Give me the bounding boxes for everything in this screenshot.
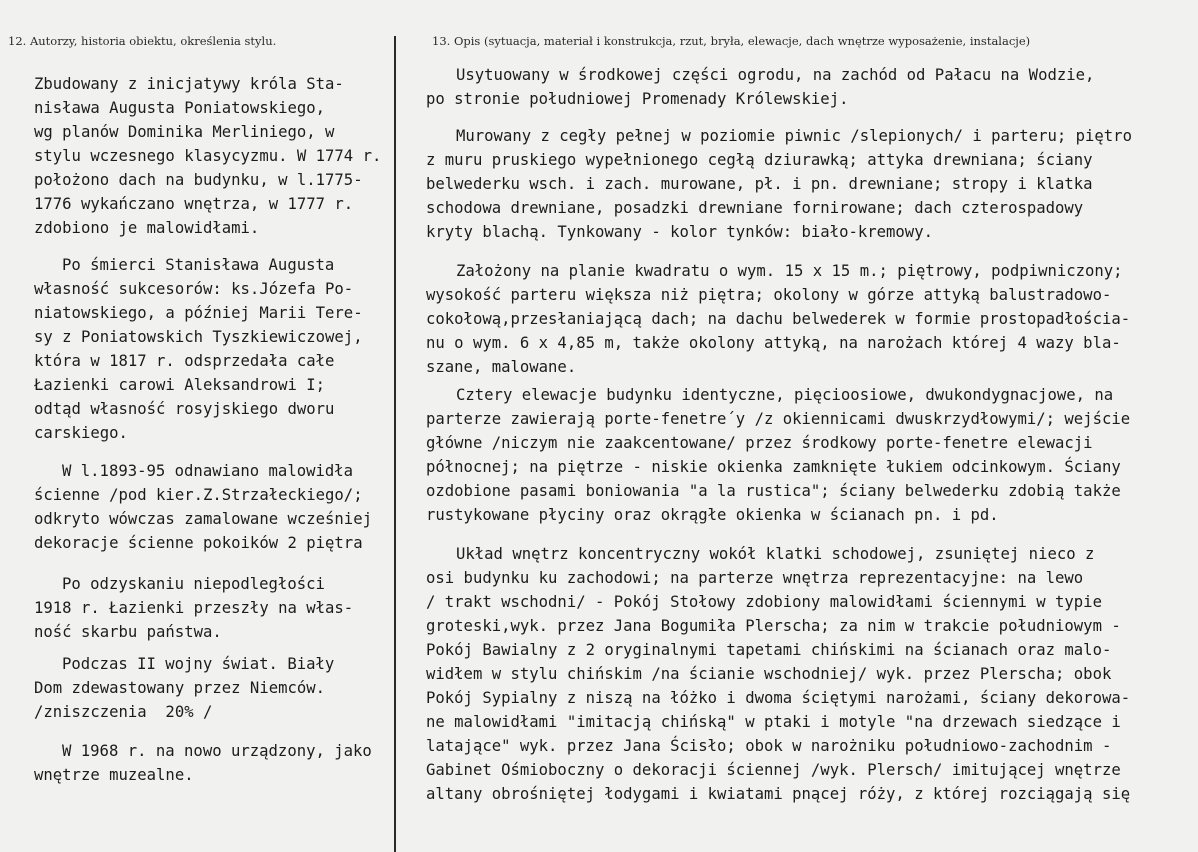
left-text-line: Zbudowany z inicjatywy króla Sta-: [34, 75, 344, 93]
left-text-line: odkryto wówczas zamalowane wcześniej: [34, 510, 372, 528]
left-text-line: stylu wczesnego klasycyzmu. W 1774 r.: [34, 147, 382, 165]
left-text-line: zdobiono je malowidłami.: [34, 219, 260, 237]
right-text-line: Usytuowany w środkowej części ogrodu, na zachód od Pałacu na Wodzie,: [456, 66, 1095, 84]
right-text-line: wysokość parteru większa niż piętra; okolony w górze attyką balustradowo-: [426, 286, 1112, 304]
left-text-line: niatowskiego, a później Marii Tere-: [34, 304, 363, 322]
left-section-header: 12. Autorzy, historia obiektu, określenia stylu.: [8, 34, 277, 48]
right-text-line: po stronie południowej Promenady Królewskiej.: [426, 90, 849, 108]
left-text-line: dekoracje ścienne pokoików 2 piętra: [34, 534, 363, 552]
right-text-line: Pokój Sypialny z niszą na łóżko i dwoma ściętymi narożami, ściany dekorowa-: [426, 689, 1131, 707]
right-text-line: Założony na planie kwadratu o wym. 15 x 15 m.; piętrowy, podpiwniczony;: [456, 262, 1123, 280]
right-text-line: schodowa drewniane, posadzki drewniane fornirowane; dach czterospadowy: [426, 199, 1084, 217]
left-text-line: Łazienki carowi Aleksandrowi I;: [34, 376, 326, 394]
right-text-line: osi budynku ku zachodowi; na parterze wnętrza reprezentacyjne: na lewo: [426, 569, 1084, 587]
left-text-line: carskiego.: [34, 424, 128, 442]
right-text-line: Gabinet Ośmioboczny o dekoracji ściennej /wyk. Plersch/ imitującej wnętrze: [426, 761, 1121, 779]
right-text-line: nu o wym. 6 x 4,85 m, także okolony attyką, na narożach której 4 wazy bla-: [426, 334, 1121, 352]
left-text-line: ność skarbu państwa.: [34, 623, 222, 641]
left-text-line: nisława Augusta Poniatowskiego,: [34, 99, 326, 117]
right-text-line: ozdobione pasami boniowania "a la rustica"; ściany belwederku zdobią także: [426, 482, 1121, 500]
right-text-line: rustykowane płyciny oraz okrągłe okienka w ścianach pn. i pd.: [426, 506, 999, 524]
left-text-line: własność sukcesorów: ks.Józefa Po-: [34, 280, 354, 298]
right-text-line: Murowany z cegły pełnej w poziomie piwnic /slepionych/ i parteru; piętro: [456, 127, 1132, 145]
right-text-line: z muru pruskiego wypełnionego cegłą dziurawką; attyka drewniana; ściany: [426, 151, 1093, 169]
right-text-line: cokołową,przesłaniającą dach; na dachu belwederek w formie prostopadłościa-: [426, 310, 1131, 328]
column-divider: [394, 36, 396, 852]
left-text-line: wg planów Dominika Merliniego, w: [34, 123, 335, 141]
right-text-line: kryty blachą. Tynkowany - kolor tynków: biało-kremowy.: [426, 223, 933, 241]
right-text-line: parterze zawierają porte-fenetre´y /z okiennicami dwuskrzydłowymi/; wejście: [426, 410, 1131, 428]
left-text-line: Po odzyskaniu niepodległości: [62, 575, 325, 593]
right-text-line: belwederku wsch. i zach. murowane, pł. i pn. drewniane; stropy i klatka: [426, 175, 1093, 193]
left-text-line: która w 1817 r. odsprzedała całe: [34, 352, 335, 370]
right-text-line: altany obrośniętej łodygami i kwiatami pnącej róży, z której rozciągają się: [426, 785, 1131, 803]
right-text-line: / trakt wschodni/ - Pokój Stołowy zdobiony malowidłami ściennymi w typie: [426, 593, 1102, 611]
right-text-line: Cztery elewacje budynku identyczne, pięcioosiowe, dwukondygnacjowe, na: [456, 386, 1114, 404]
left-text-line: Podczas II wojny świat. Biały: [62, 655, 335, 673]
left-text-line: W l.1893-95 odnawiano malowidła: [62, 462, 354, 480]
right-text-line: szane, malowane.: [426, 358, 577, 376]
left-text-line: odtąd własność rosyjskiego dworu: [34, 400, 335, 418]
left-text-line: ścienne /pod kier.Z.Strzałeckiego/;: [34, 486, 363, 504]
left-text-line: W 1968 r. na nowo urządzony, jako: [62, 742, 372, 760]
right-text-line: Układ wnętrz koncentryczny wokół klatki schodowej, zsuniętej nieco z: [456, 545, 1095, 563]
right-text-line: widłem w stylu chińskim /na ścianie wschodniej/ wyk. przez Plerscha; obok: [426, 665, 1112, 683]
left-text-line: Dom zdewastowany przez Niemców.: [34, 679, 326, 697]
right-text-line: groteski,wyk. przez Jana Bogumiła Plerscha; za nim w trakcie południowym -: [426, 617, 1121, 635]
right-text-line: Pokój Bawialny z 2 oryginalnymi tapetami chińskimi na ścianach oraz malo-: [426, 641, 1112, 659]
right-text-line: ne malowidłami "imitacją chińską" w ptaki i motyle "na drzewach siedzące i: [426, 713, 1121, 731]
left-text-line: 1776 wykańczano wnętrza, w 1777 r.: [34, 195, 354, 213]
left-text-line: położono dach na budynku, w l.1775-: [34, 171, 363, 189]
left-text-line: 1918 r. Łazienki przeszły na włas-: [34, 599, 354, 617]
right-text-line: północnej; na piętrze - niskie okienka zamknięte łukiem odcinkowym. Ściany: [426, 458, 1121, 476]
left-text-line: /zniszczenia 20% /: [34, 703, 213, 721]
left-text-line: Po śmierci Stanisława Augusta: [62, 256, 335, 274]
right-section-header: 13. Opis (sytuacja, materiał i konstrukcja, rzut, bryła, elewacje, dach wnętrze wyposażenie, instalacje): [432, 34, 1031, 48]
left-text-line: wnętrze muzealne.: [34, 766, 194, 784]
left-text-line: sy z Poniatowskich Tyszkiewiczowej,: [34, 328, 363, 346]
right-text-line: główne /niczym nie zaakcentowane/ przez środkowy porte-fenetre elewacji: [426, 434, 1093, 452]
right-text-line: latające" wyk. przez Jana Ścisło; obok w narożniku południowo-zachodnim -: [426, 737, 1112, 755]
